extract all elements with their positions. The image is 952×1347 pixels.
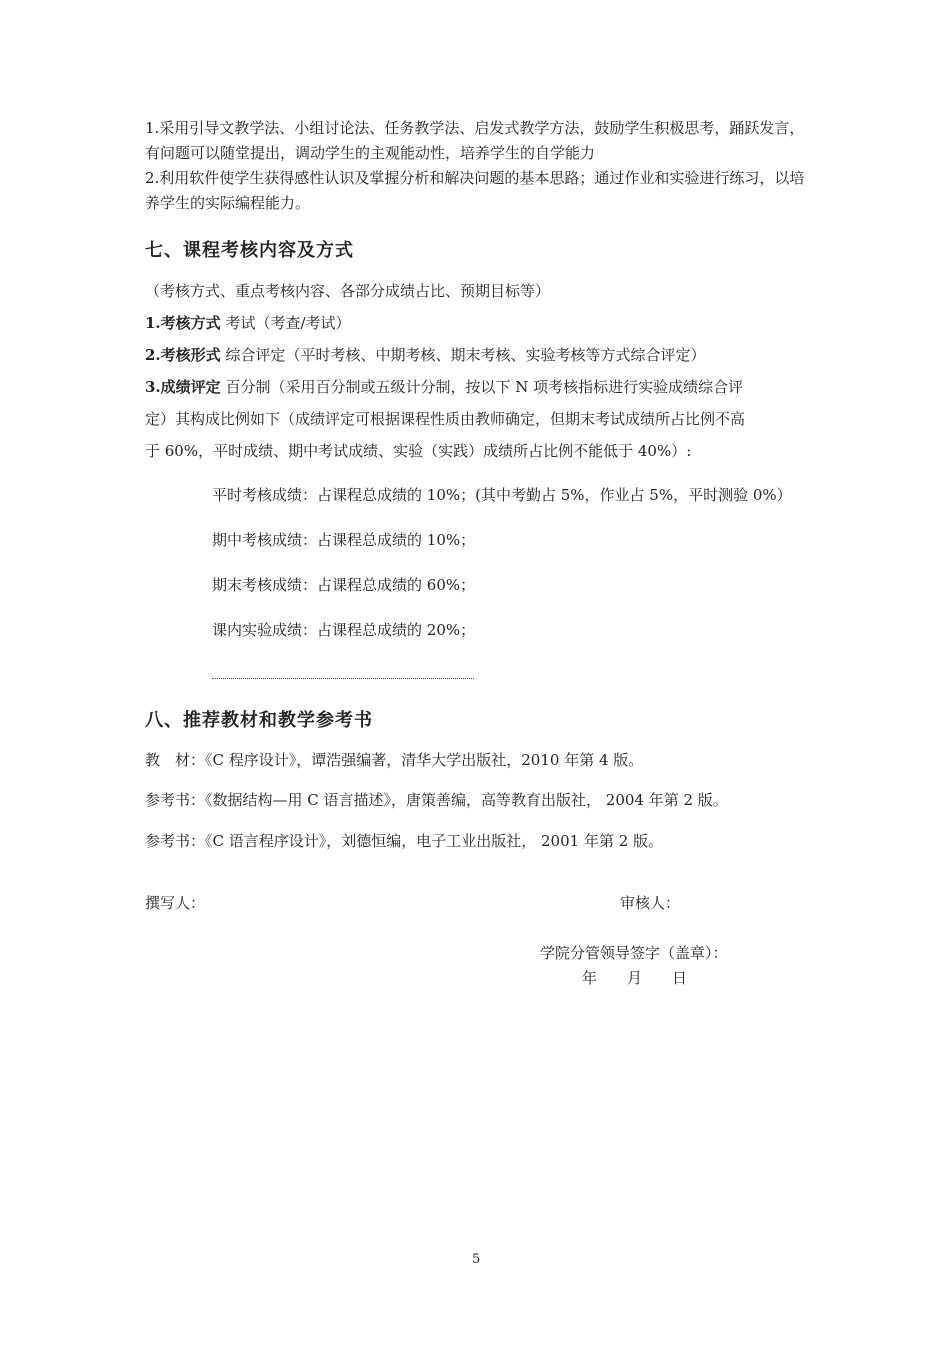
section-7-heading: 七、课程考核内容及方式 — [145, 240, 354, 261]
grade-component-regular: 平时考核成绩：占课程总成绩的 10%；(其中考勤占 5%，作业占 5%，平时测验 0%） — [212, 486, 792, 504]
leader-signature-label: 学院分管领导签字（盖章）： — [540, 944, 728, 962]
grade-evaluation-line-3: 于 60%，平时成绩、期中考试成绩、实验（实践）成绩所占比例不能低于 40%）: — [145, 442, 692, 460]
reference-book-1: 参考书：《数据结构—用 C 语言描述》，唐策善编，高等教育出版社， 2004 年第 2 版。 — [145, 791, 728, 809]
assessment-hint: （考核方式、重点考核内容、各部分成绩占比、预期目标等） — [145, 282, 551, 300]
author-signature-label: 撰写人： — [145, 894, 206, 912]
page-number: 5 — [472, 1252, 481, 1267]
section-8-heading: 八、推荐教材和教学参考书 — [145, 710, 373, 731]
grade-evaluation-line-1 — [145, 377, 743, 397]
dotted-leader — [212, 677, 474, 679]
signature-date: 年 月 日 — [582, 969, 688, 987]
grade-component-midterm: 期中考核成绩：占课程总成绩的 10%； — [212, 531, 476, 549]
grade-evaluation-label: 3.成绩评定 — [145, 378, 221, 396]
teaching-method-item-2: 2.利用软件使学生获得感性认识及掌握分析和解决问题的基本思路；通过作业和实验进行练习，以培养学生的实际编程能力。 — [145, 169, 805, 212]
grade-component-lab: 课内实验成绩：占课程总成绩的 20%； — [212, 621, 476, 639]
textbook-entry: 教 材：《C 程序设计》，谭浩强编著，清华大学出版社，2010 年第 4 版。 — [145, 751, 644, 769]
reviewer-signature-label: 审核人： — [620, 894, 681, 912]
grade-evaluation-text-1: 百分制（采用百分制或五级计分制，按以下 N 项考核指标进行实验成绩综合评 — [225, 378, 744, 396]
teaching-method-item-1: 1.采用引导文教学法、小组讨论法、任务教学法、启发式教学方法，鼓励学生积极思考，踊跃发言，有问题可以随堂提出，调动学生的主观能动性，培养学生的自学能力 — [145, 119, 805, 162]
grade-component-final: 期末考核成绩：占课程总成绩的 60%； — [212, 576, 476, 594]
reference-book-2: 参考书：《C 语言程序设计》，刘德恒编，电子工业出版社， 2001 年第 2 版。 — [145, 832, 664, 850]
assessment-method-value: 考试（考查/考试） — [225, 314, 351, 332]
grade-evaluation-line-2: 定）其构成比例如下（成绩评定可根据课程性质由教师确定，但期末考试成绩所占比例不高 — [145, 410, 746, 428]
assessment-form-value: 综合评定（平时考核、中期考核、期末考核、实验考核等方式综合评定） — [225, 346, 706, 364]
assessment-method — [145, 313, 351, 333]
assessment-form-label: 2.考核形式 — [145, 346, 221, 364]
assessment-method-label: 1.考核方式 — [145, 314, 221, 332]
assessment-form — [145, 345, 705, 365]
